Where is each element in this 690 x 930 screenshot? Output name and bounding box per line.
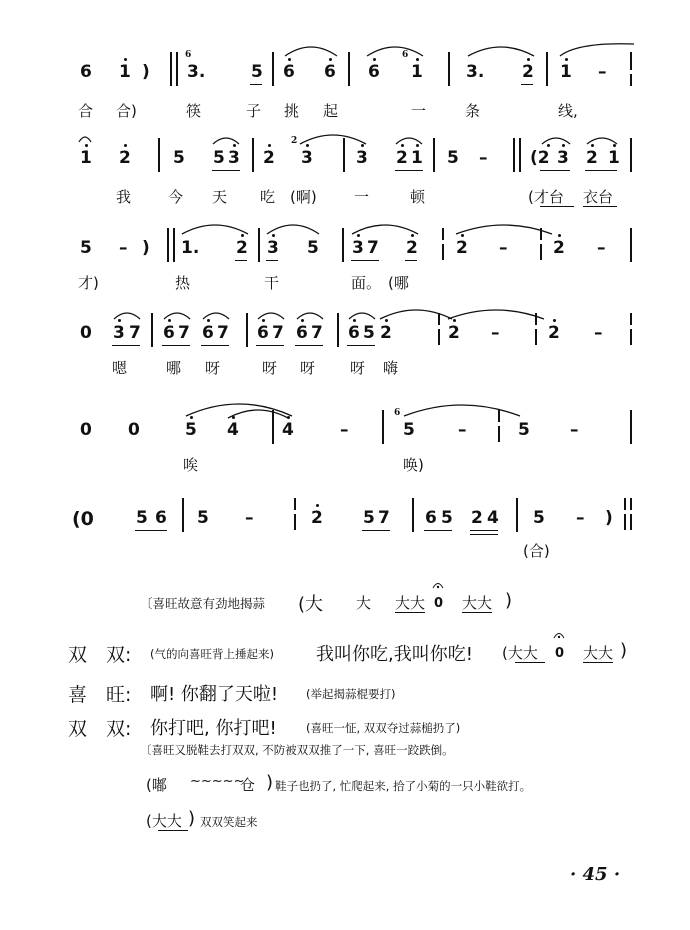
percussion-close: ) <box>505 590 513 611</box>
note: 6 <box>368 62 380 82</box>
note: 3 <box>113 323 125 343</box>
slur <box>180 220 250 236</box>
slur <box>211 134 241 146</box>
barline <box>498 410 500 422</box>
dash: – <box>491 323 500 343</box>
percussion-roll: ~~~~~ <box>190 774 245 789</box>
note: 6 <box>324 62 336 82</box>
note: 5 <box>213 148 225 168</box>
note: 2 <box>406 238 418 258</box>
tie <box>298 130 368 146</box>
lyric: 今 <box>168 188 184 206</box>
high-dot <box>287 416 290 419</box>
lyric: 合) <box>116 102 137 120</box>
high-dot <box>124 144 127 147</box>
score-line-5 <box>0 398 690 478</box>
note: 7 <box>311 323 323 343</box>
note: 0 <box>128 420 140 440</box>
lyric: 唉 <box>183 456 199 474</box>
stage-direction: (举起揭蒜棍要打) <box>306 687 396 701</box>
lyric: 呀 <box>300 359 316 377</box>
stage-direction: (喜旺一怔, 双双夺过蒜槌扔了) <box>306 721 461 735</box>
underline <box>250 84 262 85</box>
underline <box>112 345 140 346</box>
slur <box>350 220 420 236</box>
high-dot <box>268 144 271 147</box>
high-dot <box>329 58 332 61</box>
barline <box>546 52 548 86</box>
dash: – <box>119 238 128 258</box>
lyric: 一 <box>354 188 370 206</box>
note: 2 <box>522 62 534 82</box>
barline <box>252 138 254 172</box>
lyric: 衣台 <box>583 188 614 206</box>
note: 3 <box>352 238 364 258</box>
lyric: 吃 <box>260 188 276 206</box>
dash: – <box>576 508 585 528</box>
barline <box>519 138 521 172</box>
stage-direction: 〔喜旺故意有劲地揭蒜 <box>140 596 266 611</box>
note: 6 <box>155 508 167 528</box>
lyric: 干 <box>264 274 280 292</box>
note: 2 <box>119 148 131 168</box>
note: 7 <box>129 323 141 343</box>
dash: – <box>479 148 488 168</box>
percussion-rest: 0 <box>434 596 444 611</box>
lyric: (合) <box>523 542 550 560</box>
dialogue-line: 你打吧, 你打吧! <box>150 718 277 739</box>
note: (2 <box>530 148 550 168</box>
fermata <box>553 630 565 640</box>
barline <box>540 228 542 240</box>
lyric: 我 <box>116 188 132 206</box>
grace-note: 6 <box>394 408 401 418</box>
note: 6 <box>80 62 92 82</box>
lyric: 顿 <box>410 188 426 206</box>
lyric: 起 <box>323 102 339 120</box>
barline <box>294 498 296 510</box>
slur <box>256 309 286 321</box>
percussion-close: ) <box>188 808 196 829</box>
dash: – <box>458 420 467 440</box>
slur <box>365 42 425 58</box>
high-dot <box>85 144 88 147</box>
note: 5 <box>363 508 375 528</box>
barline <box>540 244 542 260</box>
tie <box>446 305 546 321</box>
barline <box>412 498 414 532</box>
barline <box>170 52 172 86</box>
fermata <box>432 580 444 590</box>
slur <box>540 134 572 146</box>
slur <box>347 309 377 321</box>
note: ) <box>605 508 613 528</box>
note: 2 <box>380 323 392 343</box>
note: 7 <box>178 323 190 343</box>
barline <box>182 498 184 532</box>
barline <box>337 313 339 347</box>
barline <box>630 514 632 530</box>
lyric: 一 <box>411 102 427 120</box>
percussion-beat: 大大 <box>462 594 493 612</box>
lyric: 热 <box>175 274 191 292</box>
note: ) <box>142 238 150 258</box>
note: 7 <box>378 508 390 528</box>
barline <box>516 498 518 532</box>
underline <box>347 345 375 346</box>
percussion-rest: 0 <box>555 646 565 661</box>
underline <box>256 345 284 346</box>
note: 3 <box>267 238 279 258</box>
note: 2 <box>471 508 483 528</box>
note: 1 <box>119 62 131 82</box>
high-dot <box>416 58 419 61</box>
speaker-name: 双 双: <box>68 644 132 666</box>
lyric: 嗨 <box>383 359 399 377</box>
dialogue-line: 我叫你吃,我叫你吃! <box>316 644 473 665</box>
percussion-beat: 仓 <box>240 776 256 794</box>
barline <box>630 329 632 345</box>
note: 2 <box>456 238 468 258</box>
lyric: (才台 <box>528 188 564 206</box>
underline <box>362 530 390 531</box>
underline <box>470 530 498 531</box>
note: 3 <box>228 148 240 168</box>
percussion-open: (大 <box>298 594 324 615</box>
grace-note: 2 <box>291 136 298 146</box>
high-dot <box>288 58 291 61</box>
barline <box>176 52 178 86</box>
note: 3 <box>301 148 313 168</box>
tie <box>558 42 636 58</box>
barline <box>442 228 444 240</box>
note: 6 <box>296 323 308 343</box>
speaker-name: 双 双: <box>68 718 132 740</box>
underline <box>395 170 423 171</box>
underline <box>462 612 492 613</box>
percussion-open: (嘟 <box>146 776 167 794</box>
note: 5 <box>251 62 263 82</box>
dash: – <box>570 420 579 440</box>
high-dot <box>527 58 530 61</box>
note: 6 <box>202 323 214 343</box>
stage-direction: 双双笑起来 <box>200 815 258 829</box>
note: 1 <box>411 62 423 82</box>
barline <box>630 74 632 86</box>
barline <box>433 138 435 172</box>
note: 6 <box>163 323 175 343</box>
underline <box>540 170 570 171</box>
note: 2 <box>448 323 460 343</box>
underline <box>295 345 323 346</box>
note: 6 <box>257 323 269 343</box>
high-dot <box>373 58 376 61</box>
note: 4 <box>282 420 294 440</box>
underline <box>235 260 247 261</box>
note: 1. <box>181 238 200 258</box>
tie <box>402 400 522 418</box>
barline <box>438 313 440 325</box>
barline <box>294 514 296 530</box>
dash: – <box>245 508 254 528</box>
underline <box>212 170 240 171</box>
note: 7 <box>272 323 284 343</box>
underline <box>405 260 417 261</box>
underline <box>583 206 617 207</box>
note: 2 <box>586 148 598 168</box>
lyric: 天 <box>212 188 228 206</box>
score-line-4 <box>0 305 690 380</box>
underline <box>201 345 229 346</box>
lyric: 面。 <box>351 274 382 292</box>
lyric: 条 <box>465 102 481 120</box>
barline <box>448 52 450 86</box>
barline <box>535 329 537 345</box>
stage-direction: 鞋子也扔了, 忙爬起来, 拾了小菊的一只小鞋欲打。 <box>275 779 532 793</box>
high-dot <box>553 319 556 322</box>
slur <box>283 42 339 58</box>
barline <box>630 52 632 70</box>
percussion-beat: 大 <box>356 594 372 612</box>
note: 5 <box>363 323 375 343</box>
high-dot <box>361 144 364 147</box>
lyric: 合 <box>78 102 94 120</box>
slur <box>466 42 536 58</box>
underline <box>162 345 190 346</box>
note: 4 <box>487 508 499 528</box>
page-number: · 45 · <box>570 864 621 885</box>
tie <box>378 305 454 321</box>
score-line-6 <box>0 492 690 572</box>
note: (0 <box>72 508 94 530</box>
lyric: 呀 <box>350 359 366 377</box>
underline <box>351 260 379 261</box>
note: 5 <box>447 148 459 168</box>
barline <box>342 228 344 262</box>
underline <box>424 530 452 531</box>
barline <box>272 410 274 444</box>
note: 1 <box>80 148 92 168</box>
note: 2 <box>553 238 565 258</box>
percussion-close: ) <box>266 772 274 793</box>
barline <box>630 228 632 262</box>
note: 5 <box>307 238 319 258</box>
barline <box>535 313 537 325</box>
barline <box>151 313 153 347</box>
slur <box>112 309 142 321</box>
note: 3 <box>557 148 569 168</box>
dash: – <box>340 420 349 440</box>
underline <box>585 170 617 171</box>
note: 5 <box>441 508 453 528</box>
lyric: 呀 <box>262 359 278 377</box>
high-dot <box>565 58 568 61</box>
high-dot <box>558 234 561 237</box>
barline <box>442 244 444 260</box>
dash: – <box>499 238 508 258</box>
dash: – <box>597 238 606 258</box>
note: 2 <box>311 508 323 528</box>
barline <box>343 138 345 172</box>
note: 5 <box>185 420 197 440</box>
slur <box>201 309 231 321</box>
barline <box>630 313 632 325</box>
note: 5 <box>533 508 545 528</box>
lyric: 子 <box>246 102 262 120</box>
lyric: 呀 <box>205 359 221 377</box>
slur <box>585 134 619 146</box>
slur <box>394 134 424 146</box>
note: 1 <box>560 62 572 82</box>
barline <box>158 138 160 172</box>
underline <box>135 530 167 531</box>
percussion-beat: (大大 <box>146 812 182 830</box>
underline <box>395 612 425 613</box>
note: 3. <box>187 62 206 82</box>
barline <box>272 52 274 86</box>
lyric: 嗯 <box>112 359 128 377</box>
percussion-beat: (大大 <box>502 644 538 662</box>
note: 0 <box>80 323 92 343</box>
barline <box>624 498 626 510</box>
slur <box>162 309 192 321</box>
lyric: 线, <box>558 102 578 120</box>
underline <box>540 206 574 207</box>
slur <box>265 220 321 236</box>
note: 5 <box>136 508 148 528</box>
barline <box>630 410 632 444</box>
note: 5 <box>518 420 530 440</box>
barline <box>382 410 384 444</box>
underline <box>470 534 498 535</box>
dash: – <box>598 62 607 82</box>
percussion-beat: 大大 <box>395 594 426 612</box>
note: 0 <box>80 420 92 440</box>
note: 5 <box>197 508 209 528</box>
barline <box>513 138 515 172</box>
underline <box>521 84 533 85</box>
lyric: 筷 <box>186 102 202 120</box>
grace-note: 6 <box>402 50 409 60</box>
barline <box>246 313 248 347</box>
note: 4 <box>227 420 239 440</box>
note: 7 <box>367 238 379 258</box>
note: 5 <box>173 148 185 168</box>
note: 3. <box>466 62 485 82</box>
lyric: 挑 <box>284 102 300 120</box>
barline <box>498 426 500 442</box>
note: 7 <box>217 323 229 343</box>
note: ) <box>142 62 150 82</box>
stage-direction: (气的向喜旺背上捶起来) <box>150 647 274 661</box>
barline <box>173 228 175 262</box>
score-line-1 <box>0 40 690 120</box>
note: 3 <box>356 148 368 168</box>
barline <box>438 329 440 345</box>
barline <box>258 228 260 262</box>
note: 6 <box>425 508 437 528</box>
note: 6 <box>348 323 360 343</box>
tie <box>226 406 290 420</box>
dialogue-line: 啊! 你翻了天啦! <box>150 684 279 705</box>
note: 1 <box>411 148 423 168</box>
underline <box>583 662 613 663</box>
note: 2 <box>548 323 560 343</box>
speaker-name: 喜 旺: <box>68 684 132 706</box>
lyric: 唤) <box>403 456 424 474</box>
tie <box>454 220 554 236</box>
note: 2 <box>396 148 408 168</box>
high-dot <box>124 58 127 61</box>
lyric: (哪 <box>388 274 409 292</box>
lyric: (啊) <box>290 188 317 206</box>
high-dot <box>316 504 319 507</box>
stage-direction: 〔喜旺又脱鞋去打双双, 不防被双双推了一下, 喜旺一跤跌倒。 <box>140 743 454 757</box>
note: 2 <box>263 148 275 168</box>
barline <box>624 514 626 530</box>
underline <box>266 260 278 261</box>
dash: – <box>594 323 603 343</box>
note: 6 <box>283 62 295 82</box>
note: 5 <box>403 420 415 440</box>
score-line-2 <box>0 130 690 210</box>
underline <box>515 662 545 663</box>
underline <box>158 830 188 831</box>
slur <box>77 134 93 144</box>
barline <box>630 138 632 172</box>
lyric: 才) <box>78 274 99 292</box>
barline <box>630 498 632 510</box>
note: 2 <box>236 238 248 258</box>
note: 1 <box>608 148 620 168</box>
note: 5 <box>80 238 92 258</box>
percussion-close: ) <box>620 640 628 661</box>
lyric: 哪 <box>166 359 182 377</box>
barline <box>167 228 169 262</box>
grace-note: 6 <box>185 50 192 60</box>
percussion-beat: 大大 <box>583 644 614 662</box>
slur <box>295 309 325 321</box>
barline <box>348 52 350 86</box>
score-line-3 <box>0 222 690 302</box>
